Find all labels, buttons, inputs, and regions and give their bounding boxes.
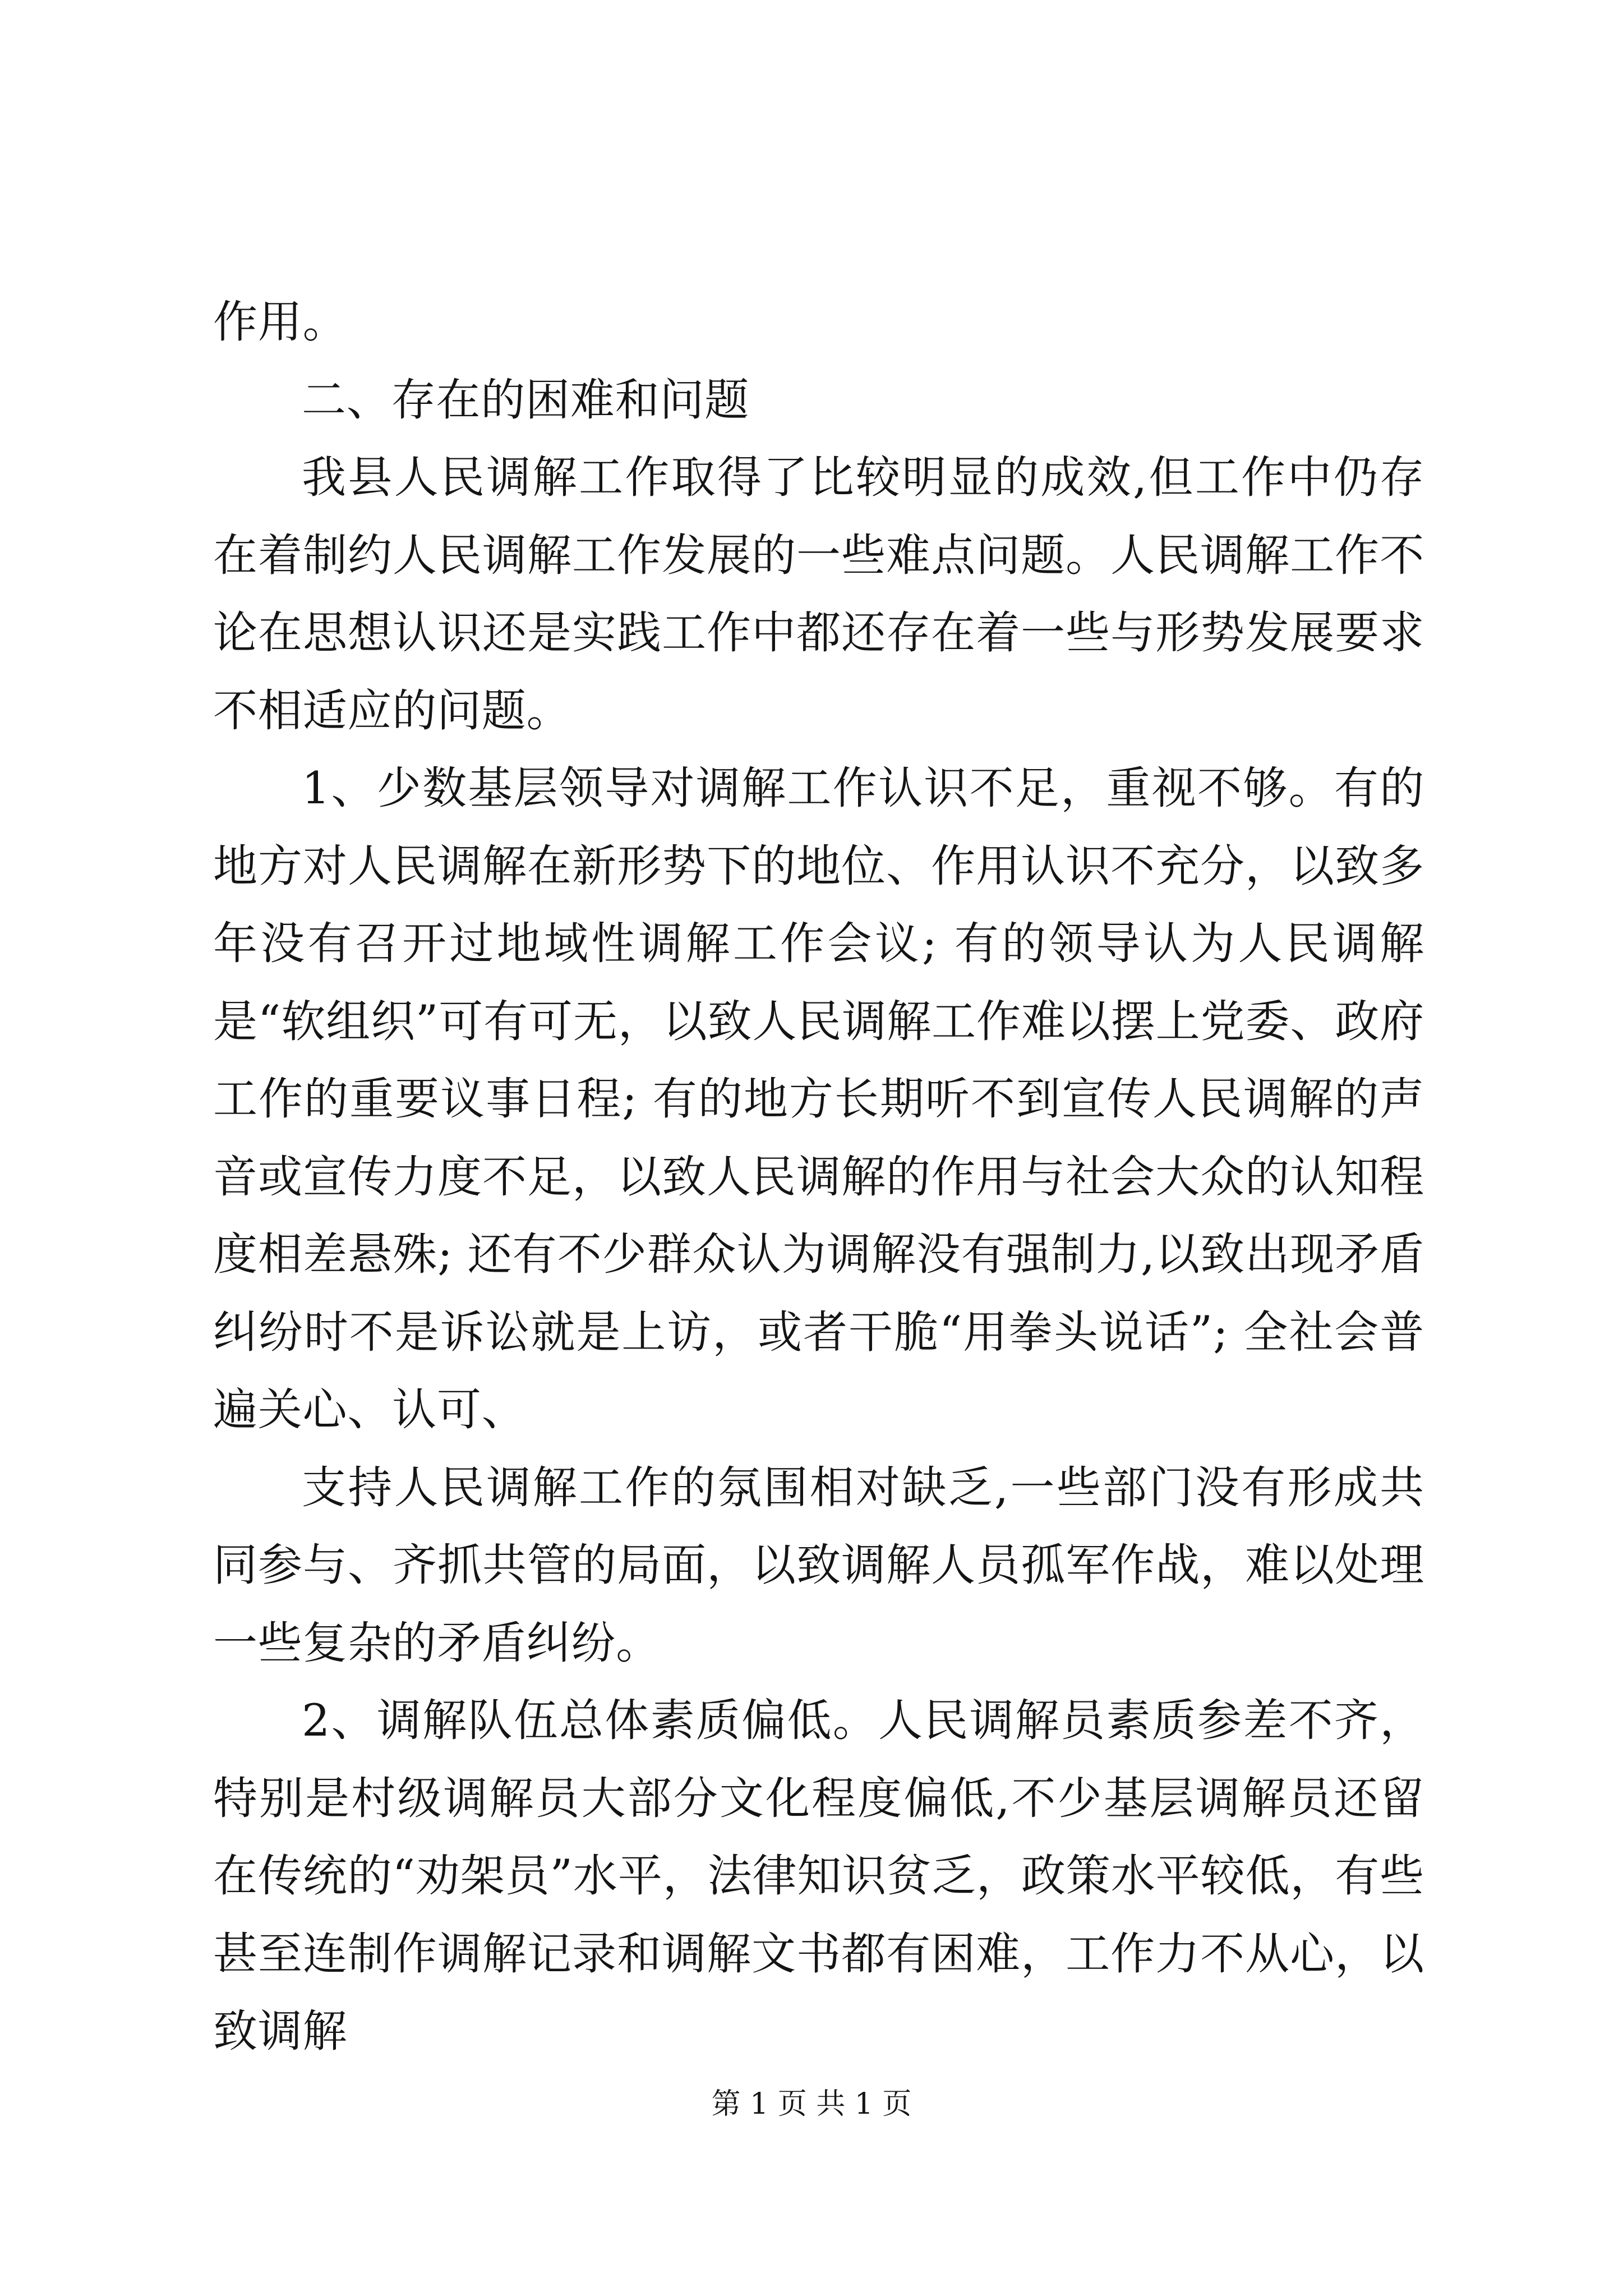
document-body: [213, 283, 1424, 2070]
paragraph-point-1-continued: 支持人民调解工作的氛围相对缺乏,一些部门没有形成共同参与、齐抓共管的局面，以致调解人员孤军作战，难以处理一些复杂的矛盾纠纷。: [213, 1461, 1424, 1669]
paragraph-point-2: 2、调解队伍总体素质偏低。人民调解员素质参差不齐，特别是村级调解员大部分文化程度偏低,不少基层调解员还留在传统的“劝架员”水平，法律知识贫乏，政策水平较低，有些甚至连制作调解记录和调解文书都有困难，工作力不从心，以致调解: [213, 1695, 1424, 2057]
section-heading: 二、存在的困难和问题: [302, 374, 749, 426]
paragraph-point-1: 1、少数基层领导对调解工作认识不足，重视不够。有的地方对人民调解在新形势下的地位、作用认识不充分，以致多年没有召开过地域性调解工作会议; 有的领导认为人民调解是“软组织”可有可无，以致人民调解工作难以摆上党委、政府工作的重要议事日程; 有的地方长期听不到宣传人民调解的声音或宣传力度不足，以致人民调解的作用与社会大众的认知程度相差悬殊; 还有不少群众认为调解没有强制力,以致出现矛盾纠纷时不是诉讼就是上访，或者干脆“用拳头说话”; 全社会普遍关心、认可、: [213, 762, 1424, 1435]
paragraph-intro: 我县人民调解工作取得了比较明显的成效,但工作中仍存在着制约人民调解工作发展的一些难点问题。人民调解工作不论在思想认识还是实践工作中都还存在着一些与形势发展要求不相适应的问题。: [213, 452, 1424, 737]
page-number-footer: 第 1 页 共 1 页: [711, 2087, 912, 2121]
paragraph-continuation: 作用。: [213, 296, 348, 348]
